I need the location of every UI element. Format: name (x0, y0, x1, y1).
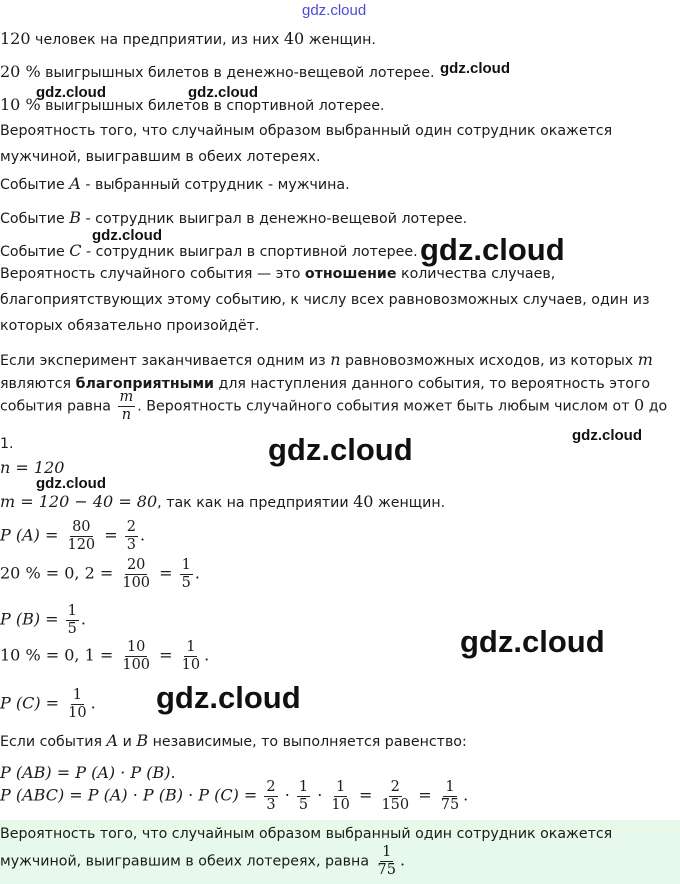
bold-term: благоприятными (75, 376, 214, 392)
watermark: gdz.cloud (36, 475, 106, 492)
text: Если эксперимент заканчивается одним из (0, 353, 331, 369)
watermark: gdz.cloud (302, 2, 367, 19)
watermark: gdz.cloud (188, 84, 258, 101)
fraction: $\frac{1}{10}$ (68, 687, 87, 722)
fraction: $\frac{1}{75}$ (440, 779, 460, 814)
math-expression: P (B) = (0, 609, 64, 629)
number: 20 % (0, 62, 41, 81)
text-line (0, 731, 467, 750)
text-line (0, 266, 555, 282)
watermark: gdz.cloud (572, 427, 642, 444)
watermark: gdz.cloud (268, 432, 413, 467)
number: 40 (283, 29, 305, 48)
math-line: n = 120 (0, 458, 65, 477)
number: 10 % (0, 95, 41, 114)
text: женщин. (304, 32, 376, 48)
variable: C (69, 241, 82, 260)
text-line (0, 350, 653, 369)
math-expression: P (C) = (0, 693, 65, 713)
math-line (0, 492, 445, 511)
variable: B (136, 731, 149, 750)
text: женщин. (373, 495, 446, 511)
variable: A (106, 731, 119, 750)
math-expression: 20 % = 0, 2 = (0, 563, 119, 583)
watermark: gdz.cloud (92, 227, 162, 244)
fraction: $\frac{1}{75}$ (377, 844, 396, 879)
fraction: $\frac{2}{3}$ (266, 779, 276, 814)
text: выигрышных билетов в спортивной лотерее. (40, 98, 385, 114)
text-line (0, 241, 418, 260)
text: Событие (0, 211, 70, 227)
watermark: gdz.cloud (440, 60, 510, 77)
text: - выбранный сотрудник - мужчина. (80, 177, 350, 193)
fraction: $\frac{1}{10}$ (181, 639, 201, 674)
number: 40 (353, 492, 374, 511)
text: Событие (0, 177, 70, 193)
fraction: $\frac{1}{5}$ (181, 557, 191, 592)
variable: m (637, 350, 653, 369)
variable: B (69, 208, 82, 227)
math-line: P (A) = $\frac{80}{120}$ = $\frac{2}{3}$ . (0, 519, 146, 554)
text: - сотрудник выиграл в спортивной лотерее. (81, 244, 418, 260)
fraction: $\frac{1}{5}$ (298, 779, 309, 814)
math-line: P (AB) = P (A) · P (B). (0, 763, 176, 782)
text-line: 1. (0, 436, 14, 452)
math-line: P (C) = $\frac{1}{10}$ . (0, 687, 96, 722)
answer-line: мужчиной, выигравшим в обеих лотереях, равна $\frac{1}{75}$ . (0, 844, 406, 879)
text: Вероятность случайного события — это (0, 266, 305, 282)
number: 120 (0, 29, 31, 48)
text: , так как на предприятии (157, 495, 354, 511)
text: независимые, то выполняется равенство: (148, 734, 467, 750)
text: и (118, 734, 137, 750)
text: человек на предприятии, из них (30, 32, 284, 48)
text-line (0, 62, 435, 81)
fraction: $\frac{m}{n}$ (119, 389, 134, 424)
math-line: 10 % = 0, 1 = $\frac{10}{100}$ = $\frac{1}{10}$ . (0, 639, 210, 674)
watermark: gdz.cloud (420, 232, 565, 267)
math-line: P (B) = $\frac{1}{5}$ . (0, 603, 86, 638)
math-expression: P (A) = (0, 525, 64, 545)
text: для наступления данного события, то вероятность этого (214, 376, 651, 392)
text-line (0, 95, 384, 114)
text-line: мужчиной, выигравшим в обеих лотереях. (0, 149, 321, 165)
fraction: $\frac{10}{100}$ (122, 639, 151, 674)
text: Событие (0, 244, 70, 260)
math-expression: 10 % = 0, 1 = (0, 645, 119, 665)
text: до (644, 398, 668, 415)
text-line (0, 174, 350, 193)
number: 0 (634, 395, 645, 415)
bold-term: отношение (304, 266, 397, 282)
text: Если события (0, 734, 107, 750)
math-line: P (ABC) = P (A) · P (B) · P (C) = $\frac{2}{3}$ · $\frac{1}{5}$ · $\frac{1}{10}$ = $\frac{2}{150}$ = $\frac{1}{75}$ . (0, 779, 469, 814)
text: события равна (0, 398, 116, 415)
text-line: благоприятствующих этому событию, к числу всех равновозможных случаев, один из (0, 292, 650, 308)
watermark: gdz.cloud (36, 84, 106, 101)
text-line (0, 29, 376, 48)
fraction: $\frac{20}{100}$ (122, 557, 151, 592)
fraction: $\frac{1}{5}$ (67, 603, 77, 638)
fraction: $\frac{1}{10}$ (331, 779, 350, 814)
text: являются (0, 376, 76, 392)
fraction: $\frac{80}{120}$ (67, 519, 96, 554)
math-expression: m = 120 − 40 = 80 (0, 492, 158, 511)
variable: n (330, 350, 341, 369)
text: количества случаев, (396, 266, 556, 282)
text: . Вероятность случайного события может быть любым числом от (137, 398, 634, 415)
text-line: которых обязательно произойдёт. (0, 318, 260, 334)
text-line: Вероятность того, что случайным образом выбранный один сотрудник окажется (0, 123, 613, 139)
answer-line: Вероятность того, что случайным образом выбранный один сотрудник окажется (0, 826, 613, 842)
text: выигрышных билетов в денежно-вещевой лотерее. (40, 65, 435, 81)
watermark: gdz.cloud (156, 680, 301, 715)
text: - сотрудник выиграл в денежно-вещевой лотерее. (81, 211, 468, 227)
text-line (0, 208, 467, 227)
math-expression: P (ABC) = P (A) · P (B) · P (C) = (0, 785, 263, 805)
text-line (0, 390, 667, 423)
text: равновозможных исходов, из которых (340, 353, 638, 369)
math-line: 20 % = 0, 2 = $\frac{20}{100}$ = $\frac{1}{5}$ . (0, 557, 200, 592)
fraction: $\frac{2}{150}$ (381, 779, 410, 814)
variable: A (69, 174, 81, 193)
fraction: $\frac{2}{3}$ (126, 519, 136, 554)
text: мужчиной, выигравшим в обеих лотереях, равна (0, 853, 374, 870)
watermark: gdz.cloud (460, 624, 605, 659)
